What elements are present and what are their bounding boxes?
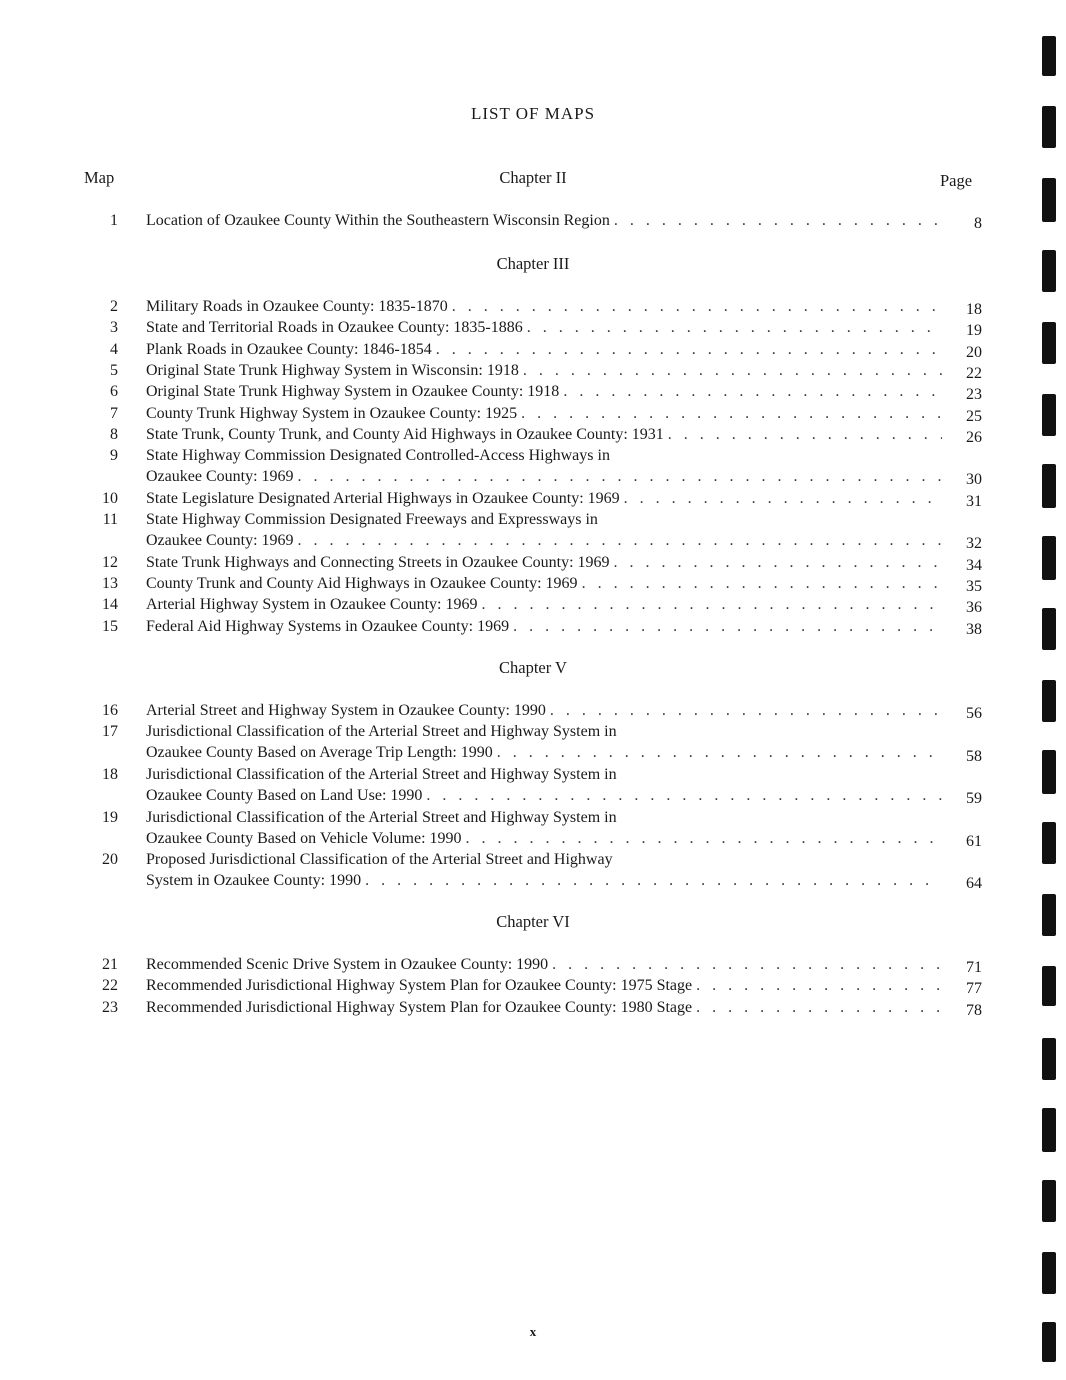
dot-leader: [614, 552, 942, 573]
map-number: 4: [110, 340, 118, 358]
map-number: 15: [102, 617, 118, 635]
dot-leader: [298, 466, 942, 487]
map-title-line: State Legislature Designated Arterial Highways in Ozaukee County: 1969: [146, 489, 620, 507]
map-number: 6: [110, 383, 118, 401]
binding-mark: [1042, 536, 1056, 580]
binding-mark: [1042, 608, 1056, 650]
map-title-line: Jurisdictional Classification of the Arterial Street and Highway System in: [146, 765, 617, 783]
map-number: 11: [102, 511, 118, 528]
binding-mark: [1042, 1252, 1056, 1294]
map-title-line: Location of Ozaukee County Within the Southeastern Wisconsin Region: [146, 212, 610, 229]
binding-mark: [1042, 106, 1056, 148]
map-number: 20: [102, 851, 118, 869]
page-number: 58: [966, 747, 982, 765]
binding-mark: [1042, 822, 1056, 864]
dot-leader: [466, 828, 942, 849]
page-number: 34: [966, 556, 982, 574]
map-number: 10: [102, 489, 118, 507]
dot-leader: [552, 954, 942, 975]
binding-mark: [1042, 178, 1056, 222]
dot-leader: [563, 381, 942, 402]
dot-leader: [452, 296, 942, 317]
page-number: 8: [974, 215, 982, 232]
dot-leader: [513, 616, 942, 637]
page-number: 56: [966, 705, 982, 722]
map-title-line: Jurisdictional Classification of the Arterial Street and Highway System in: [146, 723, 617, 741]
map-title-line: State and Territorial Roads in Ozaukee County: 1835-1886: [146, 319, 523, 337]
map-title-line: State Trunk Highways and Connecting Streets in Ozaukee County: 1969: [146, 553, 610, 571]
dot-leader: [624, 488, 942, 509]
toc-entry: [90, 764, 982, 807]
map-number: 17: [102, 723, 118, 741]
binding-mark: [1042, 1322, 1056, 1362]
toc-entry: [90, 954, 982, 975]
map-title-line: Ozaukee County: 1969: [146, 468, 294, 486]
map-title-line: State Highway Commission Designated Controlled-Access Highways in: [146, 447, 610, 465]
dot-leader: [482, 594, 943, 615]
map-title-line: Plank Roads in Ozaukee County: 1846-1854: [146, 340, 432, 358]
binding-mark: [1042, 36, 1056, 76]
dot-leader: [426, 785, 942, 806]
toc-entry: [90, 445, 982, 488]
map-number: 16: [102, 702, 118, 719]
map-number: 14: [102, 596, 118, 614]
dot-leader: [527, 317, 942, 338]
toc-entry: [90, 552, 982, 573]
dot-leader: [696, 997, 942, 1018]
page-number: 78: [966, 1001, 982, 1019]
map-title-line: Recommended Jurisdictional Highway System Plan for Ozaukee County: 1980 Stage: [146, 998, 693, 1016]
map-number: 18: [102, 765, 118, 783]
map-title-line: Federal Aid Highway Systems in Ozaukee County: 1969: [146, 617, 510, 635]
dot-leader: [497, 742, 942, 763]
toc-entry: [90, 594, 982, 615]
page-number: 26: [966, 428, 982, 446]
map-title-line: Ozaukee County Based on Average Trip Length: 1990: [146, 744, 493, 762]
map-number: 23: [102, 998, 118, 1016]
map-title-line: County Trunk Highway System in Ozaukee County: 1925: [146, 404, 518, 422]
page-title: LIST OF MAPS: [470, 104, 596, 123]
page-number: 25: [966, 407, 982, 425]
toc-entry: [90, 339, 982, 360]
page-number: 23: [966, 386, 982, 404]
toc-entry: [90, 721, 982, 764]
map-number: 13: [102, 574, 118, 592]
map-title-line: Proposed Jurisdictional Classification of the Arterial Street and Highway: [146, 851, 613, 869]
map-column-header: Map: [84, 168, 115, 187]
map-number: 7: [110, 404, 118, 422]
toc-entry: [90, 616, 982, 637]
page-number: 64: [966, 875, 982, 893]
binding-mark: [1042, 1180, 1056, 1222]
toc-entry: [90, 210, 982, 231]
toc-entry: [90, 997, 982, 1018]
toc-entry: [90, 424, 982, 445]
map-title-line: Arterial Highway System in Ozaukee County: 1969: [146, 596, 478, 614]
dot-leader: [365, 870, 942, 891]
map-number: 9: [110, 447, 118, 465]
binding-mark: [1042, 966, 1056, 1006]
map-number: 21: [102, 956, 118, 973]
binding-mark: [1042, 750, 1056, 794]
map-number: 22: [102, 977, 118, 995]
dot-leader: [523, 360, 942, 381]
map-title-line: Military Roads in Ozaukee County: 1835-1870: [146, 298, 448, 315]
dot-leader: [668, 424, 942, 445]
binding-mark: [1042, 322, 1056, 364]
toc-entry: [90, 381, 982, 402]
dot-leader: [298, 530, 942, 551]
page-folio: x: [529, 1324, 537, 1339]
map-number: 19: [102, 808, 118, 826]
map-title-line: Arterial Street and Highway System in Ozaukee County: 1990: [146, 702, 546, 719]
page-number: 36: [966, 599, 982, 617]
toc-entry: [90, 975, 982, 996]
toc-entry: [90, 488, 982, 509]
dot-leader: [550, 700, 942, 721]
map-title-line: State Highway Commission Designated Freeways and Expressways in: [146, 511, 598, 528]
page-number: 20: [966, 343, 982, 361]
page-number: 19: [966, 322, 982, 340]
binding-mark: [1042, 250, 1056, 292]
binding-mark: [1042, 1038, 1056, 1080]
binding-mark: [1042, 894, 1056, 936]
map-number: 3: [110, 319, 118, 337]
map-number: 8: [110, 425, 118, 443]
page-number: 18: [966, 301, 982, 318]
map-title-line: Recommended Scenic Drive System in Ozaukee County: 1990: [146, 956, 549, 973]
dot-leader: [582, 573, 942, 594]
dot-leader: [614, 210, 942, 231]
page-number: 38: [966, 620, 982, 638]
toc-entry: [90, 403, 982, 424]
page-number: 22: [966, 364, 982, 382]
dot-leader: [696, 975, 942, 996]
map-number: 1: [110, 212, 118, 229]
map-title-line: Original State Trunk Highway System in Ozaukee County: 1918: [146, 383, 560, 401]
page-number: 35: [966, 577, 982, 595]
map-title-line: Recommended Jurisdictional Highway System Plan for Ozaukee County: 1975 Stage: [146, 977, 693, 995]
chapter-heading: Chapter III: [496, 254, 570, 273]
page-number: 59: [966, 790, 982, 808]
chapter-heading: Chapter VI: [496, 912, 570, 931]
map-title-line: County Trunk and County Aid Highways in Ozaukee County: 1969: [146, 574, 578, 592]
binding-mark: [1042, 394, 1056, 436]
map-number: 12: [102, 553, 118, 571]
page-number: 71: [966, 959, 982, 976]
page-number: 32: [966, 535, 982, 553]
binding-mark: [1042, 1108, 1056, 1152]
binding-mark: [1042, 464, 1056, 508]
map-title-line: Original State Trunk Highway System in Wisconsin: 1918: [146, 361, 519, 379]
toc-entry: [90, 509, 982, 552]
page-number: 31: [966, 492, 982, 510]
toc-entry: [90, 317, 982, 338]
binding-mark: [1042, 680, 1056, 722]
page-number: 30: [966, 471, 982, 489]
chapter-heading: Chapter II: [499, 168, 567, 187]
page-number: 77: [966, 980, 982, 998]
map-number: 2: [110, 298, 118, 315]
map-title-line: Jurisdictional Classification of the Arterial Street and Highway System in: [146, 808, 617, 826]
map-number: 5: [110, 361, 118, 379]
dot-leader: [521, 403, 942, 424]
page-column-header: Page: [940, 171, 973, 190]
page-number: 61: [966, 832, 982, 850]
toc-entry: [90, 849, 982, 892]
map-title-line: Ozaukee County Based on Land Use: 1990: [146, 786, 423, 804]
toc-entry: [90, 807, 982, 850]
dot-leader: [436, 339, 942, 360]
map-title-line: Ozaukee County: 1969: [146, 532, 294, 549]
map-title-line: State Trunk, County Trunk, and County Aid Highways in Ozaukee County: 1931: [146, 425, 664, 443]
toc-entry: [90, 573, 982, 594]
toc-entry: [90, 360, 982, 381]
toc-entry: [90, 700, 982, 721]
map-title-line: Ozaukee County Based on Vehicle Volume: 1990: [146, 829, 462, 847]
chapter-heading: Chapter V: [499, 658, 567, 677]
toc-entry: [90, 296, 982, 317]
map-title-line: System in Ozaukee County: 1990: [146, 872, 362, 890]
